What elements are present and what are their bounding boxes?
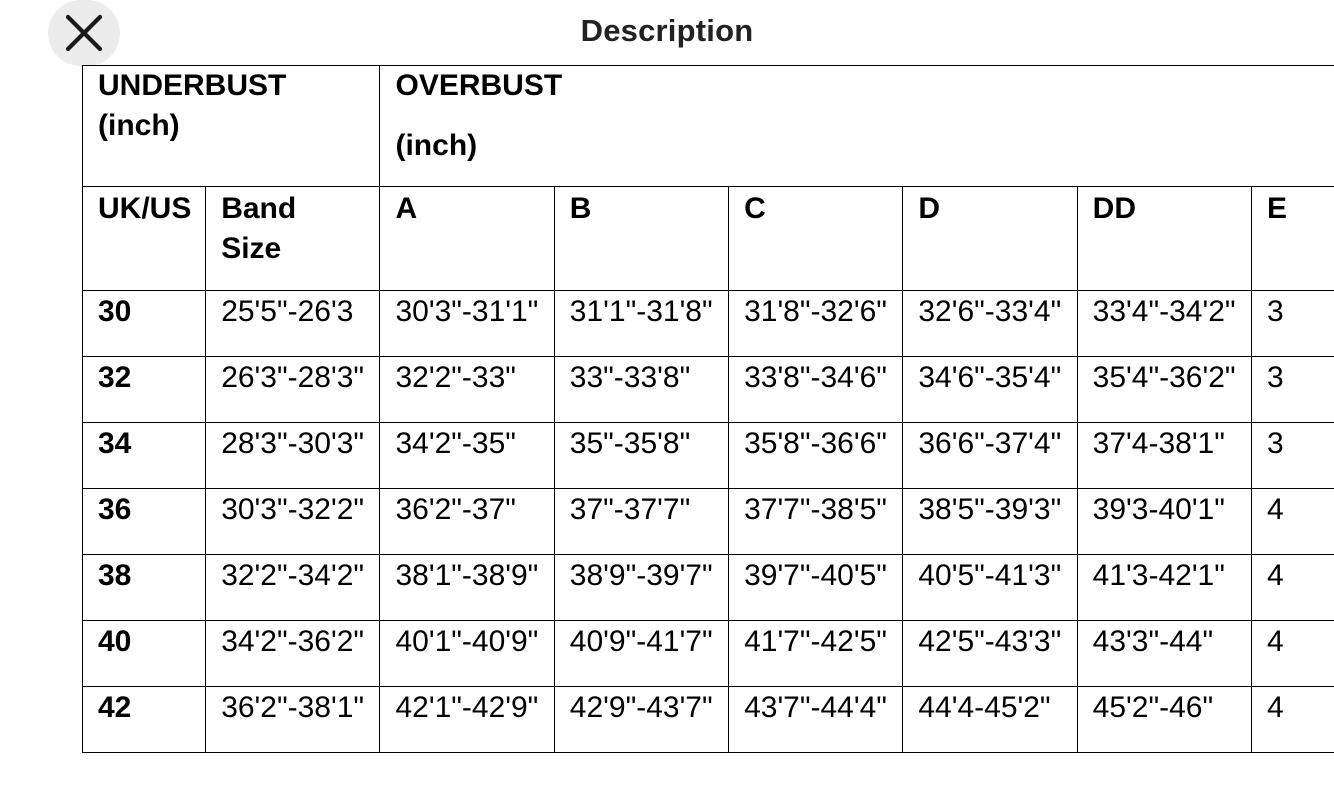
measurement-cell: 38'1"-38'9" bbox=[380, 555, 554, 621]
measurement-cell: 30'3"-31'1" bbox=[380, 291, 554, 357]
measurement-cell: 34'2"-36'2" bbox=[206, 621, 380, 687]
column-header bbox=[83, 187, 206, 291]
measurement-cell: 40'9"-41'7" bbox=[554, 621, 728, 687]
underbust-heading: UNDERBUST bbox=[98, 66, 379, 106]
table-row bbox=[83, 291, 1334, 357]
measurement-cell: 32'2"-34'2" bbox=[206, 555, 380, 621]
size-cell: 36 bbox=[83, 489, 206, 555]
column-header-label: D bbox=[918, 192, 940, 225]
measurement-cell: 31'8"-32'6" bbox=[729, 291, 903, 357]
overbust-header-cell bbox=[380, 66, 1334, 187]
size-cell: 40 bbox=[83, 621, 206, 687]
measurement-cell: 45'2"-46" bbox=[1077, 687, 1251, 753]
table-row bbox=[83, 423, 1334, 489]
size-cell: 38 bbox=[83, 555, 206, 621]
measurement-cell: 41'7"-42'5" bbox=[729, 621, 903, 687]
measurement-cell: 40'5"-41'3" bbox=[903, 555, 1077, 621]
measurement-cell: 3 bbox=[1251, 291, 1334, 357]
column-header bbox=[1077, 187, 1251, 291]
underbust-header-cell bbox=[83, 66, 380, 187]
table-row bbox=[83, 489, 1334, 555]
column-header-label: UK/US bbox=[98, 192, 191, 225]
measurement-cell: 3 bbox=[1251, 357, 1334, 423]
measurement-cell: 36'6"-37'4" bbox=[903, 423, 1077, 489]
table-row bbox=[83, 621, 1334, 687]
measurement-cell: 33'8"-34'6" bbox=[729, 357, 903, 423]
measurement-cell: 4 bbox=[1251, 555, 1334, 621]
measurement-cell: 43'3"-44" bbox=[1077, 621, 1251, 687]
overbust-heading: OVERBUST bbox=[395, 66, 1334, 106]
size-cell: 42 bbox=[83, 687, 206, 753]
measurement-cell: 41'3-42'1" bbox=[1077, 555, 1251, 621]
measurement-cell: 32'6"-33'4" bbox=[903, 291, 1077, 357]
table-body bbox=[83, 291, 1334, 753]
measurement-cell: 36'2"-38'1" bbox=[206, 687, 380, 753]
measurement-cell: 35'4"-36'2" bbox=[1077, 357, 1251, 423]
measurement-cell: 33"-33'8" bbox=[554, 357, 728, 423]
measurement-cell: 37'7"-38'5" bbox=[729, 489, 903, 555]
measurement-cell: 37"-37'7" bbox=[554, 489, 728, 555]
column-header-label: E bbox=[1267, 192, 1287, 225]
measurement-cell: 44'4-45'2" bbox=[903, 687, 1077, 753]
page-title: Description bbox=[0, 13, 1334, 49]
measurement-cell: 42'5"-43'3" bbox=[903, 621, 1077, 687]
column-header bbox=[729, 187, 903, 291]
measurement-cell: 34'6"-35'4" bbox=[903, 357, 1077, 423]
measurement-cell: 3 bbox=[1251, 423, 1334, 489]
measurement-cell: 26'3"-28'3" bbox=[206, 357, 380, 423]
measurement-cell: 4 bbox=[1251, 687, 1334, 753]
measurement-cell: 39'3-40'1" bbox=[1077, 489, 1251, 555]
column-header-label: DD bbox=[1093, 192, 1136, 225]
table-row bbox=[83, 687, 1334, 753]
measurement-cell: 38'5"-39'3" bbox=[903, 489, 1077, 555]
measurement-cell: 34'2"-35" bbox=[380, 423, 554, 489]
column-header-label: A bbox=[395, 192, 417, 225]
measurement-cell: 32'2"-33" bbox=[380, 357, 554, 423]
column-header-label: B bbox=[570, 192, 592, 225]
column-header bbox=[380, 187, 554, 291]
measurement-cell: 35'8"-36'6" bbox=[729, 423, 903, 489]
measurement-cell: 38'9"-39'7" bbox=[554, 555, 728, 621]
column-header bbox=[206, 187, 380, 291]
measurement-cell: 35"-35'8" bbox=[554, 423, 728, 489]
measurement-cell: 43'7"-44'4" bbox=[729, 687, 903, 753]
table-row bbox=[83, 555, 1334, 621]
table-group-header-row bbox=[83, 66, 1334, 187]
measurement-cell: 33'4"-34'2" bbox=[1077, 291, 1251, 357]
measurement-cell: 4 bbox=[1251, 621, 1334, 687]
table-row bbox=[83, 357, 1334, 423]
measurement-cell: 42'9"-43'7" bbox=[554, 687, 728, 753]
measurement-cell: 39'7"-40'5" bbox=[729, 555, 903, 621]
measurement-cell: 31'1"-31'8" bbox=[554, 291, 728, 357]
overbust-unit: (inch) bbox=[395, 126, 1334, 166]
column-header-label: C bbox=[744, 192, 766, 225]
measurement-cell: 28'3"-30'3" bbox=[206, 423, 380, 489]
measurement-cell: 25'5"-26'3 bbox=[206, 291, 380, 357]
measurement-cell: 37'4-38'1" bbox=[1077, 423, 1251, 489]
table-column-header-row bbox=[83, 187, 1334, 291]
column-header bbox=[1251, 187, 1334, 291]
measurement-cell: 36'2"-37" bbox=[380, 489, 554, 555]
size-cell: 30 bbox=[83, 291, 206, 357]
underbust-unit: (inch) bbox=[98, 106, 379, 146]
column-header-label: Band Size bbox=[221, 189, 321, 269]
measurement-cell: 42'1"-42'9" bbox=[380, 687, 554, 753]
column-header bbox=[554, 187, 728, 291]
size-chart-container bbox=[82, 65, 1334, 785]
measurement-cell: 30'3"-32'2" bbox=[206, 489, 380, 555]
size-cell: 34 bbox=[83, 423, 206, 489]
size-cell: 32 bbox=[83, 357, 206, 423]
size-chart-table bbox=[82, 65, 1334, 753]
measurement-cell: 4 bbox=[1251, 489, 1334, 555]
measurement-cell: 40'1"-40'9" bbox=[380, 621, 554, 687]
column-header bbox=[903, 187, 1077, 291]
